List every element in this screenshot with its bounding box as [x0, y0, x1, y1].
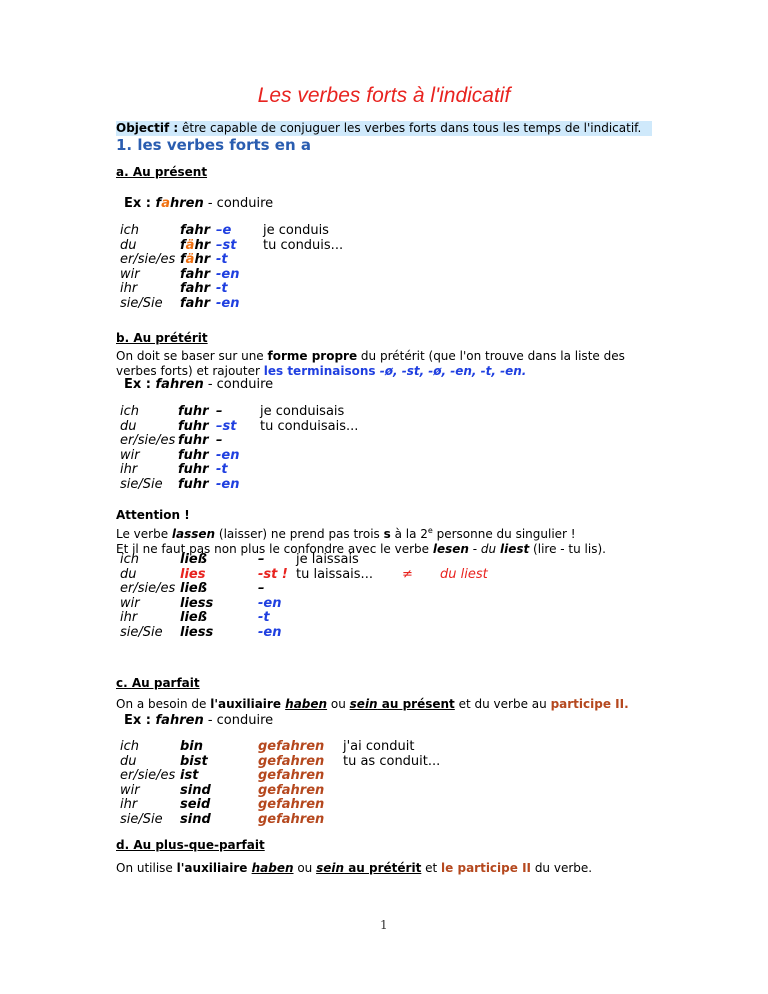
text-italic: du — [480, 542, 497, 556]
text-bold: s — [383, 527, 391, 541]
translation: tu conduisais... — [260, 418, 359, 434]
verb-stem — [180, 239, 210, 254]
translation: je conduisais — [260, 404, 345, 419]
text: du verbe. — [531, 861, 593, 875]
verb-stem: fahr — [180, 266, 211, 282]
verb-stem: fahr — [180, 223, 211, 238]
verb-stem: fuhr — [178, 447, 209, 463]
pronoun: du — [120, 237, 137, 253]
text: à la 2 — [390, 527, 428, 541]
pronoun: wir — [120, 595, 140, 611]
verb-stem: fuhr — [178, 433, 209, 449]
pqp-heading: d. Au plus-que-parfait — [116, 838, 265, 852]
translation: tu conduis... — [263, 237, 344, 253]
objective-text: être capable de conjuguer les verbes forts dans tous les temps de l'indicatif. — [178, 121, 642, 135]
pronoun: sie/Sie — [120, 625, 163, 640]
translation: tu laissais... — [296, 566, 373, 582]
pronoun: du — [120, 566, 137, 582]
verb-stem: ließ — [180, 552, 208, 567]
verb-stem: lies — [180, 566, 206, 582]
verb-ending: –e — [216, 223, 232, 238]
verb-ending: -en — [216, 477, 240, 492]
preterit-example — [124, 377, 273, 392]
participle: gefahren — [258, 782, 325, 798]
verb-ending: -t — [216, 281, 228, 297]
text: ou — [293, 861, 317, 875]
text-bold: au prétérit — [344, 861, 422, 875]
present-table — [0, 224, 768, 314]
text-bold-italic: sein — [349, 697, 378, 711]
stem-umlaut: ä — [185, 252, 195, 268]
text: ou — [327, 697, 350, 711]
auxiliary: sind — [180, 782, 211, 798]
page-title: Les verbes forts à l'indicatif — [257, 84, 511, 107]
text: - — [468, 542, 481, 556]
pronoun: ihr — [120, 281, 138, 297]
text: (laisser) ne prend pas trois — [215, 527, 384, 541]
attention-block — [116, 508, 636, 557]
text: du prétérit (que l'on trouve dans la liste des verbes forts) et rajouter — [116, 349, 625, 378]
text: Et il ne faut pas non plus le confondre avec le verbe — [116, 542, 433, 556]
text-bold-italic: haben — [285, 697, 328, 711]
verb-ending: -en — [216, 447, 240, 463]
pronoun: du — [120, 418, 137, 434]
pronoun: sie/Sie — [120, 296, 163, 311]
text: et du verbe au — [454, 697, 551, 711]
pqp-paragraph — [116, 861, 676, 876]
pronoun: er/sie/es — [120, 581, 176, 597]
verb-ending: – — [258, 581, 265, 597]
text-bold-italic: sein — [316, 861, 345, 875]
text: On utilise — [116, 861, 177, 875]
text-bold-italic: liest — [499, 542, 530, 556]
verb-ending: – — [258, 552, 265, 567]
example-verb-part: f — [155, 196, 162, 211]
text: et — [421, 861, 442, 875]
example-meaning: - conduire — [203, 713, 274, 728]
verb-ending: -t — [258, 610, 270, 626]
endings-list: -ø, -st, -ø, -en, -t, -en. — [379, 364, 527, 378]
verb-ending: –st — [216, 418, 237, 434]
section-heading: 1. les verbes forts en a — [116, 136, 311, 154]
text-bold-italic: haben — [251, 861, 294, 875]
contrast-form: du liest — [440, 566, 488, 582]
example-verb-vowel: a — [161, 196, 170, 211]
verb-stem: liess — [180, 595, 214, 611]
text: (lire - tu lis). — [529, 542, 606, 556]
superscript: e — [427, 526, 433, 535]
parfait-heading: c. Au parfait — [116, 676, 200, 690]
verb-stem: ließ — [180, 610, 208, 626]
verb-ending: -t — [216, 252, 228, 268]
stem-part: hr — [194, 252, 211, 268]
text-blue: les terminaisons — [263, 364, 380, 378]
verb-ending: -st ! — [258, 566, 288, 582]
translation: je conduis — [263, 223, 329, 238]
present-example — [124, 196, 273, 211]
pronoun: ihr — [120, 610, 138, 626]
pronoun: er/sie/es — [120, 768, 176, 784]
participle: gefahren — [258, 739, 325, 754]
verb-stem: fuhr — [178, 404, 209, 419]
parfait-example — [124, 713, 273, 728]
pronoun: sie/Sie — [120, 812, 163, 827]
not-equal-symbol: ≠ — [402, 566, 413, 582]
verb-ending: -en — [216, 266, 240, 282]
participle: gefahren — [258, 753, 325, 769]
participle: gefahren — [258, 797, 325, 813]
verb-stem: fuhr — [178, 462, 209, 478]
auxiliary: bist — [180, 753, 208, 769]
verb-stem: fuhr — [178, 418, 209, 434]
verb-ending: – — [216, 404, 223, 419]
pronoun: wir — [120, 266, 140, 282]
verb-ending: -en — [258, 595, 282, 611]
text-brown: le participe II — [441, 861, 531, 875]
stem-part: f — [180, 237, 186, 253]
example-label: Ex : — [124, 196, 156, 211]
verb-stem: fahr — [180, 281, 211, 297]
verb-ending: -t — [216, 462, 228, 478]
text-brown: participe II. — [550, 697, 629, 711]
pronoun: er/sie/es — [120, 252, 176, 268]
text-bold: l'auxiliaire — [176, 861, 252, 875]
pronoun: sie/Sie — [120, 477, 163, 492]
pronoun: ich — [120, 223, 139, 238]
objective-label: Objectif : — [116, 121, 179, 135]
pronoun: er/sie/es — [120, 433, 176, 449]
lassen-table — [0, 553, 768, 643]
pronoun: du — [120, 753, 137, 769]
text-bold-italic: lassen — [171, 527, 216, 541]
auxiliary: seid — [180, 797, 211, 813]
parfait-table — [0, 740, 768, 830]
auxiliary: ist — [180, 768, 199, 784]
parfait-paragraph — [116, 697, 676, 712]
stem-part: hr — [194, 237, 211, 253]
stem-part: f — [180, 252, 186, 268]
example-verb-part: hren — [169, 196, 204, 211]
participle: gefahren — [258, 812, 325, 827]
pronoun: ihr — [120, 462, 138, 478]
verb-ending: -en — [216, 296, 240, 311]
objective-banner — [116, 121, 652, 136]
auxiliary: sind — [180, 812, 211, 827]
verb-stem: liess — [180, 625, 214, 640]
example-label: Ex : — [124, 377, 156, 392]
example-meaning: - conduire — [203, 377, 274, 392]
text-bold: forme propre — [267, 349, 358, 363]
pronoun: wir — [120, 447, 140, 463]
preterit-paragraph — [116, 349, 636, 379]
stem-umlaut: ä — [185, 237, 195, 253]
verb-ending: -en — [258, 625, 282, 640]
present-heading: a. Au présent — [116, 165, 208, 179]
example-label: Ex : — [124, 713, 156, 728]
text: personne du singulier ! — [432, 527, 576, 541]
text-bold: l'auxiliaire — [210, 697, 286, 711]
pronoun: wir — [120, 782, 140, 798]
example-meaning: - conduire — [203, 196, 274, 211]
verb-stem: ließ — [180, 581, 208, 597]
example-verb: fahren — [155, 713, 204, 728]
auxiliary: bin — [180, 739, 204, 754]
preterit-heading: b. Au prétérit — [116, 331, 208, 345]
participle: gefahren — [258, 768, 325, 784]
pronoun: ich — [120, 552, 139, 567]
pronoun: ihr — [120, 797, 138, 813]
translation: j'ai conduit — [343, 739, 415, 754]
page-number: 1 — [380, 918, 388, 932]
verb-stem: fuhr — [178, 477, 209, 492]
verb-stem: fahr — [180, 296, 211, 311]
preterit-table — [0, 405, 768, 495]
verb-ending: –st — [216, 237, 237, 253]
translation: tu as conduit... — [343, 753, 441, 769]
pronoun: ich — [120, 404, 139, 419]
text: On a besoin de — [116, 697, 211, 711]
attention-label: Attention ! — [116, 508, 190, 522]
text-bold-italic: lesen — [432, 542, 469, 556]
text-bold: au présent — [377, 697, 455, 711]
example-verb: fahren — [155, 377, 204, 392]
text: Le verbe — [116, 527, 172, 541]
text: On doit se baser sur une — [116, 349, 268, 363]
pronoun: ich — [120, 739, 139, 754]
verb-ending: – — [216, 433, 223, 449]
verb-stem — [180, 253, 210, 268]
translation: je laissais — [296, 552, 359, 567]
